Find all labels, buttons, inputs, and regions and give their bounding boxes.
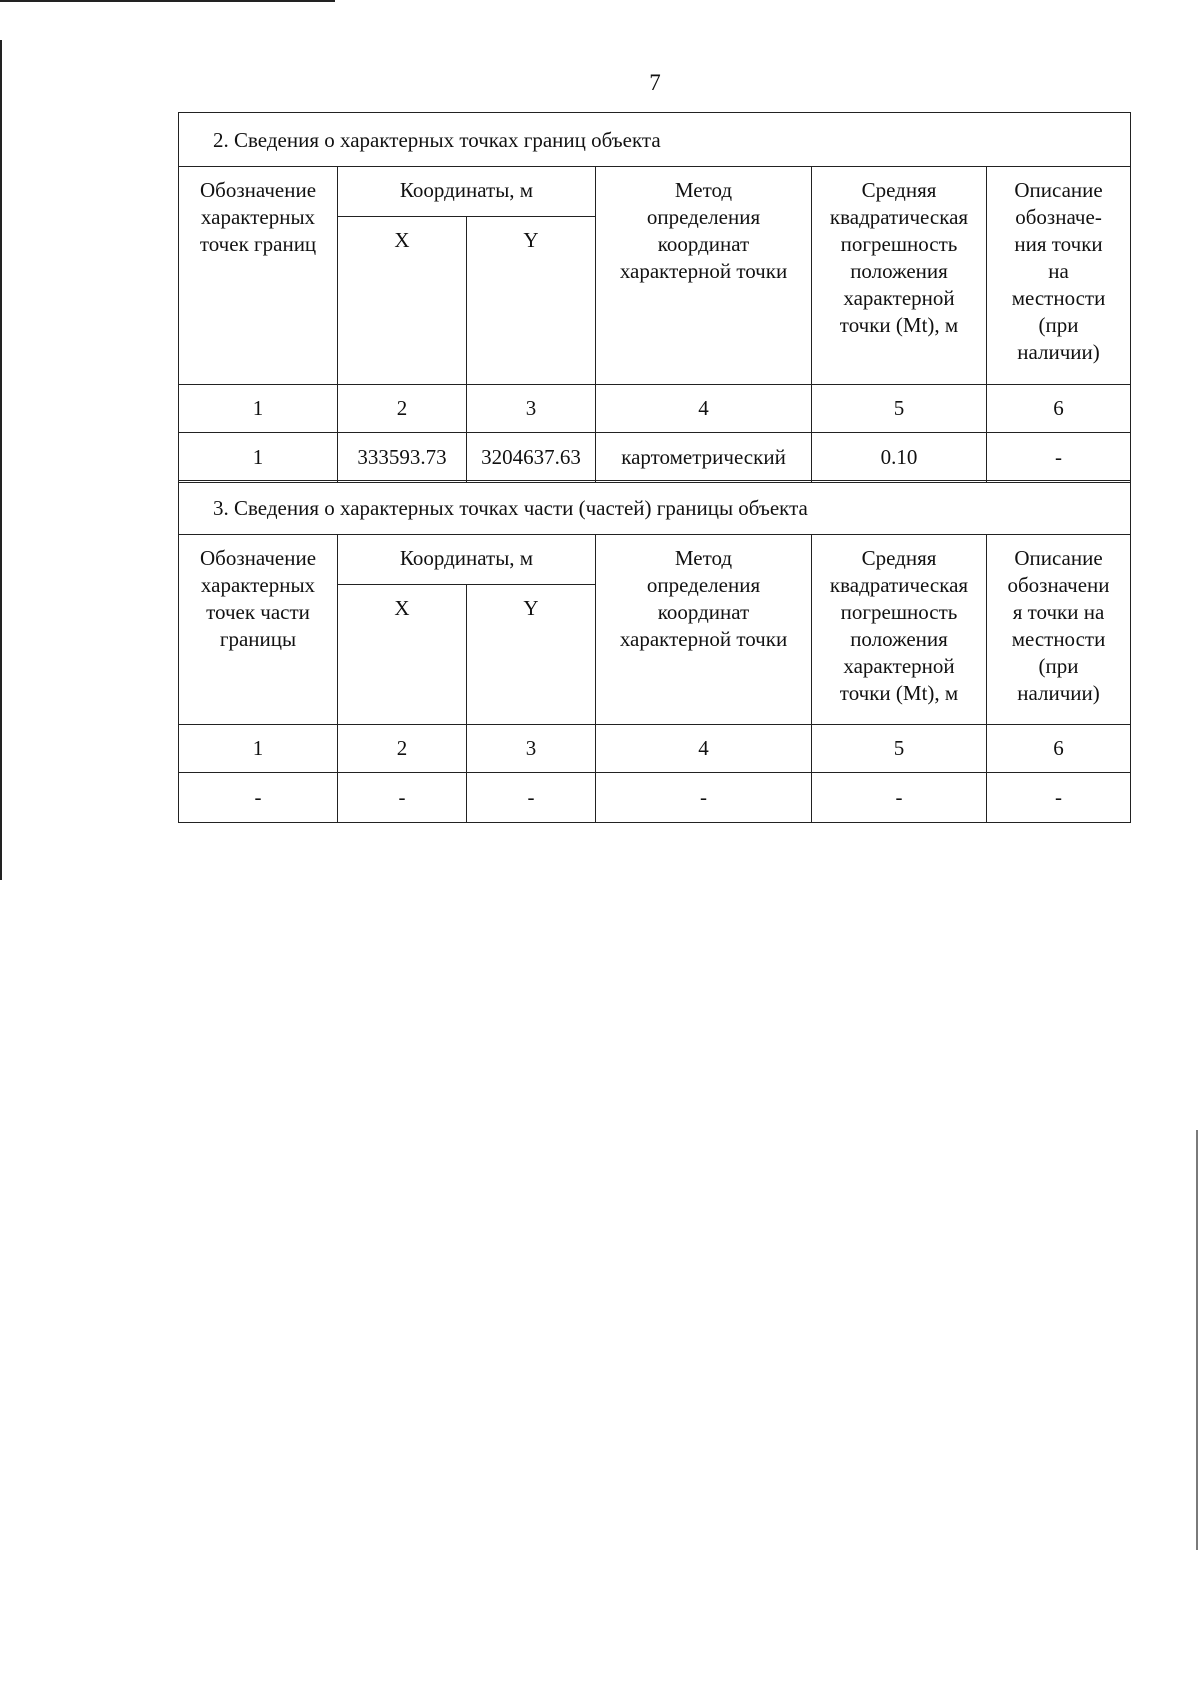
coord-x: 333593.73 — [338, 433, 467, 483]
scan-edge-left — [0, 40, 2, 880]
column-number: 3 — [467, 725, 596, 773]
column-number: 2 — [338, 385, 467, 433]
column-number-row — [179, 385, 1131, 433]
column-number: 5 — [812, 385, 987, 433]
header-designation: Обозначение характерных точек части границы — [179, 535, 338, 725]
column-number: 5 — [812, 725, 987, 773]
column-number: 1 — [179, 725, 338, 773]
coord-y: - — [467, 773, 596, 823]
column-number-row — [179, 725, 1131, 773]
scan-edge-top — [0, 0, 335, 2]
page-number: 7 — [649, 70, 661, 95]
mean-error: 0.10 — [812, 433, 987, 483]
header-y: Y — [467, 217, 596, 385]
table-row — [179, 773, 1131, 823]
header-designation: Обозначение характерных точек границ — [179, 167, 338, 385]
point-id: 1 — [179, 433, 338, 483]
column-number: 3 — [467, 385, 596, 433]
header-error: Средняя квадратическая погрешность положения характерной точки (Mt), м — [812, 535, 987, 725]
column-number: 4 — [596, 385, 812, 433]
header-x: X — [338, 585, 467, 725]
column-number: 1 — [179, 385, 338, 433]
section-3-title: 3. Сведения о характерных точках части (частей) границы объекта — [179, 481, 1131, 535]
point-id: - — [179, 773, 338, 823]
coord-y: 3204637.63 — [467, 433, 596, 483]
description: - — [987, 773, 1131, 823]
column-number: 2 — [338, 725, 467, 773]
section-2-title: 2. Сведения о характерных точках границ объекта — [179, 113, 1131, 167]
header-x: X — [338, 217, 467, 385]
scan-edge-right — [1196, 1130, 1198, 1550]
mean-error: - — [812, 773, 987, 823]
column-number: 4 — [596, 725, 812, 773]
description: - — [987, 433, 1131, 483]
header-method: Метод определения координат характерной точки — [596, 535, 812, 725]
header-description: Описание обозначени я точки на местности (при наличии) — [987, 535, 1131, 725]
coord-x: - — [338, 773, 467, 823]
method: картометрический — [596, 433, 812, 483]
method: - — [596, 773, 812, 823]
header-coordinates: Координаты, м — [338, 167, 596, 217]
column-number: 6 — [987, 725, 1131, 773]
boundary-points-table — [178, 112, 1131, 483]
boundary-part-points-table — [178, 480, 1131, 823]
header-y: Y — [467, 585, 596, 725]
table-row — [179, 433, 1131, 483]
header-method: Метод определения координат характерной точки — [596, 167, 812, 385]
header-coordinates: Координаты, м — [338, 535, 596, 585]
column-number: 6 — [987, 385, 1131, 433]
header-error: Средняя квадратическая погрешность положения характерной точки (Mt), м — [812, 167, 987, 385]
header-description: Описание обозначе- ния точки на местности (при наличии) — [987, 167, 1131, 385]
